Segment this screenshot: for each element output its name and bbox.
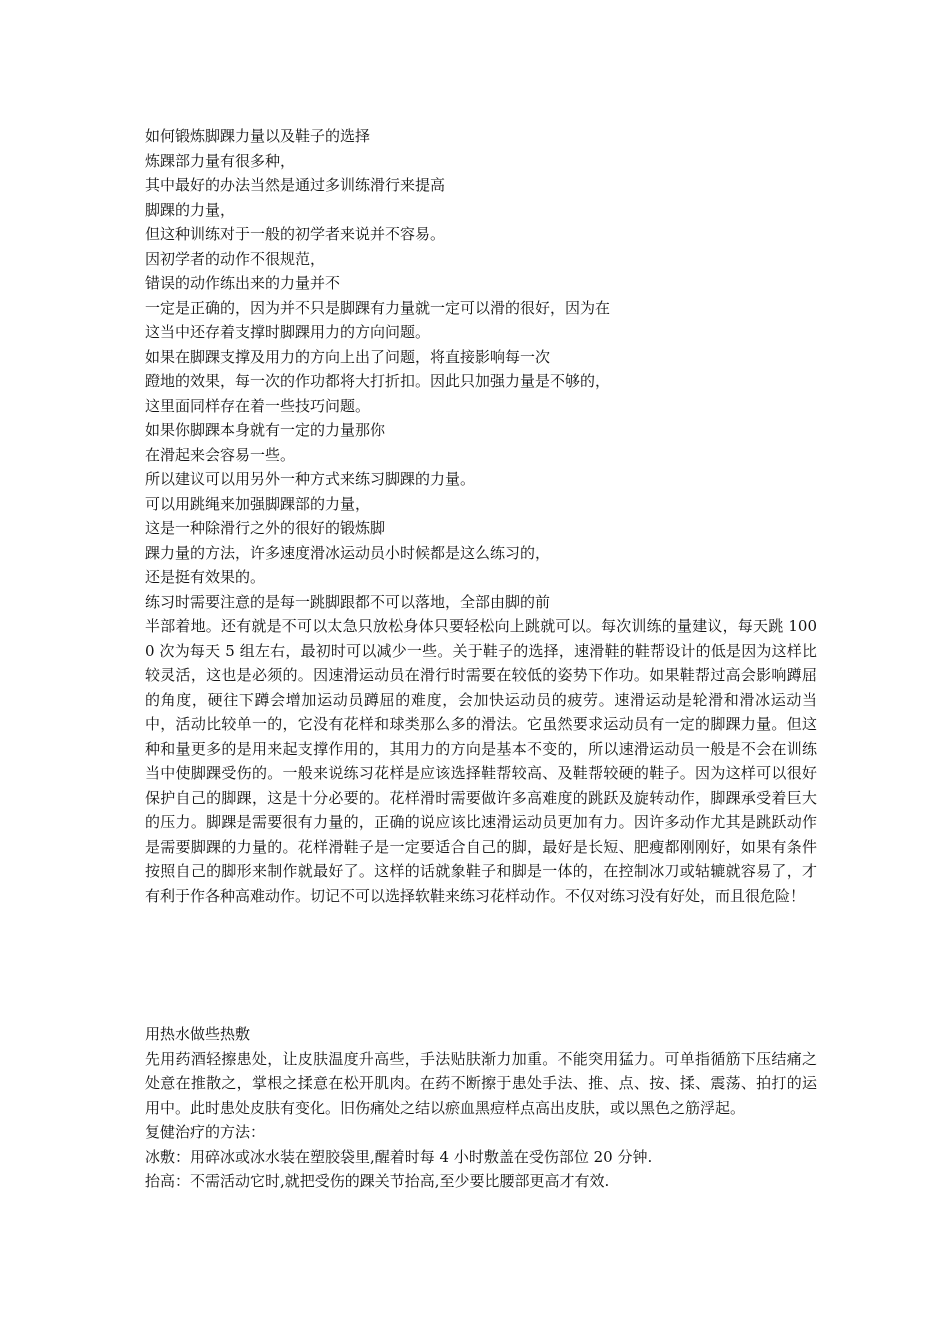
text-line: 在滑起来会容易一些。 — [145, 445, 296, 464]
hot-compress-section — [145, 1022, 825, 1194]
text-line: 因初学者的动作不很规范， — [145, 249, 326, 268]
text-line: 所以建议可以用另外一种方式来练习脚踝的力量。 — [145, 470, 476, 488]
text-line: 踝力量的方法，许多速度滑冰运动员小时候都是这么练习的， — [145, 543, 551, 562]
text-line: 冰敷：用碎冰或冰水装在塑胶袋里,醒着时每 4 小时敷盖在受伤部位 20 分钟. — [145, 1147, 653, 1166]
body-paragraph: 半部着地。还有就是不可以太急只放松身体只要轻松向上跳就可以。每次训练的量建议，每天跳 1000 次为每天 5 组左右，最初时可以减少一些。关于鞋子的选择，速滑鞋的鞋帮设计的低是因为这样比较灵活，这也是必须的。因速滑运动员在滑行时需要在较低的姿势下作功。如果鞋帮过高会影响蹲屈的角度，硬往下蹲会增加运动员蹲屈的难度，会加快运动员的疲劳。速滑运动是轮滑和滑冰运动当中，活动比较单一的，它没有花样和球类那么多的滑法。它虽然要求运动员有一定的脚踝力量。但这种和量更多的是用来起支撑作用的，其用力的方向是基本不变的，所以速滑运动员一般是不会在训练当中使脚踝受伤的。一般来说练习花样是应该选择鞋帮较高、及鞋帮较硬的鞋子。因为这样可以很好保护自己的脚踝，这是十分必要的。花样滑时需要做许多高难度的跳跃及旋转动作，脚踝承受着巨大的压力。脚踝是需要很有力量的，正确的说应该比速滑运动员更加有力。因许多动作尤其是跳跃动作是需要脚踝的力量的。花样滑鞋子是一定要适合自己的脚，最好是长短、肥瘦都刚刚好，如果有条件按照自己的脚形来制作就最好了。这样的话就象鞋子和脚是一体的，在控制冰刀或轱辘就容易了，才有利于作各种高难动作。切记不可以选择软鞋来练习花样动作。不仅对练习没有好处，而且很危险！ — [145, 617, 817, 905]
text-line: 可以用跳绳来加强脚踝部的力量， — [145, 494, 371, 513]
text-line: 如果你脚踝本身就有一定的力量那你 — [145, 421, 386, 439]
text-line: 蹬地的效果，每一次的作功都将大打折扣。因此只加强力量是不够的， — [145, 372, 611, 390]
text-line: 如果在脚踝支撑及用力的方向上出了问题，将直接影响每一次 — [145, 347, 551, 366]
text-line: 这里面同样存在着一些技巧问题。 — [145, 396, 371, 415]
text-line: 还是挺有效果的。 — [145, 568, 266, 586]
article-title: 如何锻炼脚踝力量以及鞋子的选择 — [145, 127, 371, 145]
text-line: 炼踝部力量有很多种， — [145, 151, 296, 170]
text-line: 一定是正确的，因为并不只是脚踝有力量就一定可以滑的很好，因为在 — [145, 298, 611, 317]
text-line: 但这种训练对于一般的初学者来说并不容易。 — [145, 225, 446, 243]
text-line: 这是一种除滑行之外的很好的锻炼脚 — [145, 519, 386, 537]
text-line: 这当中还存着支撑时脚踝用力的方向问题。 — [145, 323, 431, 341]
text-line: 脚踝的力量， — [145, 200, 236, 219]
section-heading: 用热水做些热敷 — [145, 1025, 251, 1043]
body-paragraph: 先用药酒轻擦患处，让皮肤温度升高些，手法贴肤渐力加重。不能突用猛力。可单指循筋下压结痛之处意在推散之，掌根之揉意在松开肌肉。在药不断擦于患处手法、推、点、按、揉、震荡、拍打的运用中。此时患处皮肤有变化。旧伤痛处之结以瘀血黑痘样点高出皮肤，或以黑色之筋浮起。 — [145, 1049, 817, 1117]
text-line: 复健治疗的方法： — [145, 1123, 266, 1141]
text-line: 抬高：不需活动它时,就把受伤的踝关节抬高,至少要比腰部更高才有效. — [145, 1172, 610, 1190]
text-line: 其中最好的办法当然是通过多训练滑行来提高 — [145, 176, 446, 194]
ankle-training-section — [145, 124, 825, 908]
text-line: 错误的动作练出来的力量并不 — [145, 274, 341, 292]
text-line: 练习时需要注意的是每一跳脚跟都不可以落地，全部由脚的前 — [145, 592, 551, 611]
